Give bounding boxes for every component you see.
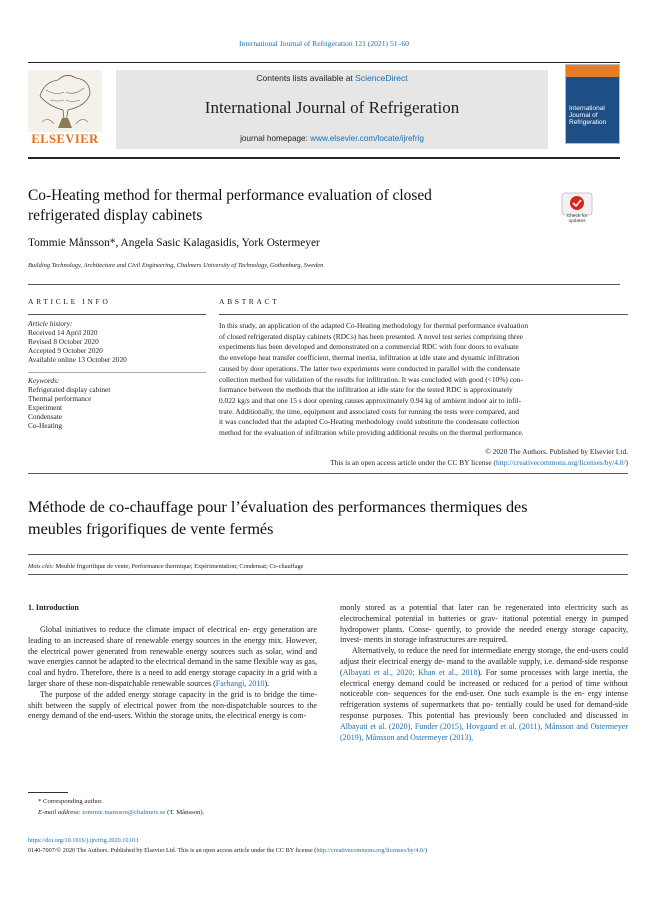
text-line: these non-dispatchable renewable sources ( — [76, 678, 216, 688]
corresponding-author-note: * Corresponding author. — [38, 798, 103, 805]
homepage-prefix: journal homepage: — [240, 134, 311, 143]
doi-link[interactable]: https://doi.org/10.1016/j.ijrefrig.2020.10.011 — [28, 837, 140, 844]
article-info-heading: ARTICLE INFO — [28, 297, 111, 306]
abstract-license — [219, 458, 628, 467]
abstract-bottom-rule — [28, 473, 628, 474]
abstract-line: 0.022 kg/s and that one 15 s door opening causes approximately 0.94 kg of ambient indoor air to infil- — [219, 395, 522, 405]
footnote-rule — [28, 792, 68, 793]
abstract-line: experiments has been developed and demonstrated on a commercial RDC with four doors to evaluate — [219, 342, 519, 352]
history-received: Received 14 April 2020 — [28, 327, 98, 337]
running-head[interactable]: International Journal of Refrigeration 121 (2021) 51–60 — [239, 39, 409, 48]
mots-cles-label: Mots clés: — [28, 563, 55, 570]
contents-line — [116, 73, 548, 83]
keywords-label: Keywords: — [28, 376, 60, 385]
check-updates-icon — [561, 192, 593, 216]
text-line: ergy generation are leading to an increased share of renewable — [28, 625, 318, 645]
citation-link[interactable]: Albayati — [342, 667, 371, 677]
journal-cover-thumbnail[interactable] — [565, 64, 620, 144]
section-heading-introduction: 1. Introduction — [28, 603, 79, 612]
text-line: or reduced for a period of time without noticeable con- — [340, 678, 629, 699]
issn-license-link[interactable]: http://creativecommons.org/licenses/by/4.0/ — [316, 847, 425, 854]
email-suffix: (T. Månsson). — [165, 809, 205, 816]
intro-paragraph-4 — [340, 646, 628, 743]
history-revised: Revised 8 October 2020 — [28, 336, 99, 346]
text-line: electricity such as electrochemical potential in batteries or grav- — [340, 603, 628, 623]
keyword[interactable]: Co-Heating — [28, 420, 63, 430]
french-title-rule — [28, 554, 628, 555]
text-line: end-users. Within the storage units, the electrical energy is com- — [99, 711, 307, 721]
abstract-line: trate. Additionally, the time, equipment and associated costs for running the tests were compared, and — [219, 406, 519, 416]
title-separator — [28, 284, 620, 285]
left-column — [28, 625, 317, 722]
history-accepted: Accepted 9 October 2020 — [28, 345, 103, 355]
text-line: from the non-dispatchable sources to the energy demand of the — [28, 700, 317, 721]
keyword[interactable]: Experiment — [28, 402, 63, 412]
keyword[interactable]: Refrigerated display cabinet — [28, 384, 111, 394]
email-label: E-mail address: — [38, 809, 83, 816]
elsevier-logo[interactable] — [28, 70, 102, 150]
issn-line — [28, 847, 628, 854]
email-link[interactable]: tommie.mansson@chalmers.se — [82, 809, 166, 816]
text-line: tentially could be used for demand-side response purposes. — [340, 700, 628, 720]
journal-title[interactable]: International Journal of Refrigeration — [204, 98, 460, 117]
citation-link[interactable]: Farhangi, 2010 — [215, 678, 265, 688]
abstract-line: method for the evaluation of infiltration while providing additional results on the thermal performance. — [219, 428, 524, 438]
check-for-updates-button[interactable] — [561, 192, 593, 226]
license-link[interactable]: http://creativecommons.org/licenses/by/4.0/ — [495, 458, 626, 467]
text-line: ). For some processes with — [477, 667, 570, 677]
text-line: sequences for the end-user. One such example is the en- — [393, 689, 585, 699]
footnote — [38, 796, 318, 818]
abstract-line: the envelope heat transfer coefficient, thermal inertia, infiltration at idle state and dynamic infiltration — [219, 353, 520, 363]
text-line: ). — [264, 678, 270, 688]
text-line: wave energies cannot be adapted to the electrical demand in the — [28, 657, 233, 667]
text-line: to add energy storage capacity in a grid with a larger share of — [28, 668, 317, 688]
abstract-line: it was concluded that the adapted Co-Heating methodology could substitute the condensate collection — [219, 417, 520, 427]
abstract-body — [219, 321, 628, 439]
article-title — [28, 186, 548, 226]
abstract-line: collection method for validation of the results for infiltration. It was concluded with good (<10%) con- — [219, 374, 523, 384]
citation-link[interactable]: Albayati et al. (2020), Funder (2015), Hovgaard et al. (2011), — [340, 721, 543, 731]
keyword[interactable]: Condensate — [28, 411, 63, 421]
journal-homepage — [116, 134, 548, 143]
text-line: The purpose of the added energy storage capacity in the grid — [40, 689, 244, 699]
french-title-line-1: Méthode de co-chauffage pour l’évaluation des performances thermiques des — [28, 498, 528, 516]
mots-cles — [28, 563, 303, 570]
text-line: This potential has previously been concluded and discussed in — [407, 710, 629, 720]
mots-cles-list: Meuble frigorifique de vente; Performance thermique; Expérimentation; Condensat; Co-chauffage — [54, 563, 304, 570]
intro-paragraph-3 — [340, 603, 628, 646]
citation-link[interactable]: Månsson and Ostermeyer (2019), Månsson and Ostermeyer (2013), — [340, 721, 628, 742]
abstract-line: caused by door operations. The latter two experiments were conducted in parallel with the condensate — [219, 363, 520, 373]
intro-paragraph-1 — [28, 625, 317, 690]
history-label: Article history: — [28, 319, 73, 328]
text-line: generated from renewable energy sources such as solar, wind and — [96, 646, 317, 656]
abstract-rule — [219, 314, 628, 315]
contents-prefix: Contents lists available at — [256, 73, 356, 83]
top-rule — [28, 62, 620, 63]
text-line: energy sources in the energy mix. However, the electrical power — [28, 635, 318, 656]
citation-link[interactable]: et al., 2020; Khan et al., 2018 — [373, 667, 478, 677]
text-line: ments in storage infrastructures are required. — [363, 635, 508, 645]
text-line: large inertia, the electrical energy demand could be increased — [340, 667, 629, 688]
keywords — [28, 377, 208, 430]
issn-prefix: 0140-7007/© 2020 The Authors. Published by Elsevier Ltd. This is an open access article under the CC BY license ( — [28, 847, 317, 854]
article-title-line-2: refrigerated display cabinets — [28, 207, 203, 224]
french-title — [28, 496, 628, 540]
intro-paragraph-2 — [28, 690, 317, 722]
abstract-copyright: © 2020 The Authors. Published by Elsevier Ltd. — [485, 447, 628, 456]
check-updates-label: Check for updates — [566, 214, 588, 224]
text-line: Alternatively, to reduce the need for intermediate energy — [352, 646, 536, 656]
text-line: is to bridge the time-shift between the supply of electrical power — [28, 689, 318, 710]
abstract-line: of closed refrigerated display cabinets (RDCs) has been presented. A novel test series comprising three — [219, 331, 523, 341]
text-line: monly stored as a potential that later can be regenerated into — [340, 603, 561, 612]
license-suffix: ) — [625, 458, 628, 467]
cover-title: International Journal of Refrigeration — [569, 105, 607, 126]
history-online: Available online 13 October 2020 — [28, 354, 127, 364]
french-title-line-2: meubles frigorifiques de vente fermés — [28, 520, 274, 538]
text-line: itational potential energy in pumped hydropower plants. Conse- — [340, 613, 628, 634]
author-list: Tommie Månsson*, Angela Sasic Kalagasidis, York Ostermeyer — [28, 237, 320, 249]
license-prefix: This is an open access article under the CC BY license ( — [330, 458, 496, 467]
right-column — [340, 603, 628, 743]
text-line: storage, the end-users could adjust their electrical energy de- — [340, 646, 628, 666]
header-rule — [28, 157, 620, 159]
keyword[interactable]: Thermal performance — [28, 393, 92, 403]
cover-stripe — [566, 65, 619, 77]
abstract-line: In this study, an application of the adapted Co-Heating methodology for thermal performance evaluation — [219, 321, 529, 330]
article-info-rule — [28, 314, 206, 315]
article-history — [28, 320, 208, 365]
text-line: ergy intense refrigeration systems of supermarkets that po- — [340, 689, 629, 710]
abstract-line: formance between the methods that the infiltration at idle state for the tested RDC is approximately — [219, 385, 513, 395]
homepage-link[interactable]: www.elsevier.com/locate/ijrefrig — [310, 134, 424, 143]
affiliation: Building Technology, Architecture and Civil Engineering, Chalmers University of Technology, Gothenburg, Sweden — [28, 262, 324, 269]
issn-suffix: ) — [424, 847, 427, 854]
sciencedirect-link[interactable]: ScienceDirect — [355, 73, 408, 83]
mots-cles-rule — [28, 574, 628, 575]
text-line: Global initiatives to reduce the climate impact of electrical en- — [40, 625, 251, 634]
abstract-heading: ABSTRACT — [219, 297, 280, 306]
text-line: quently, to provide the needed energy storage capacity, invest- — [340, 624, 629, 645]
text-line: mand to the available supply, i.e. demand-side response ( — [340, 656, 628, 677]
elsevier-wordmark: ELSEVIER — [31, 132, 99, 146]
text-line: same flexible way as gas, coal and hydro. Therefore, there is a need — [28, 657, 317, 678]
keywords-rule — [28, 372, 206, 373]
article-title-line-1: Co-Heating method for thermal performance evaluation of closed — [28, 187, 432, 204]
